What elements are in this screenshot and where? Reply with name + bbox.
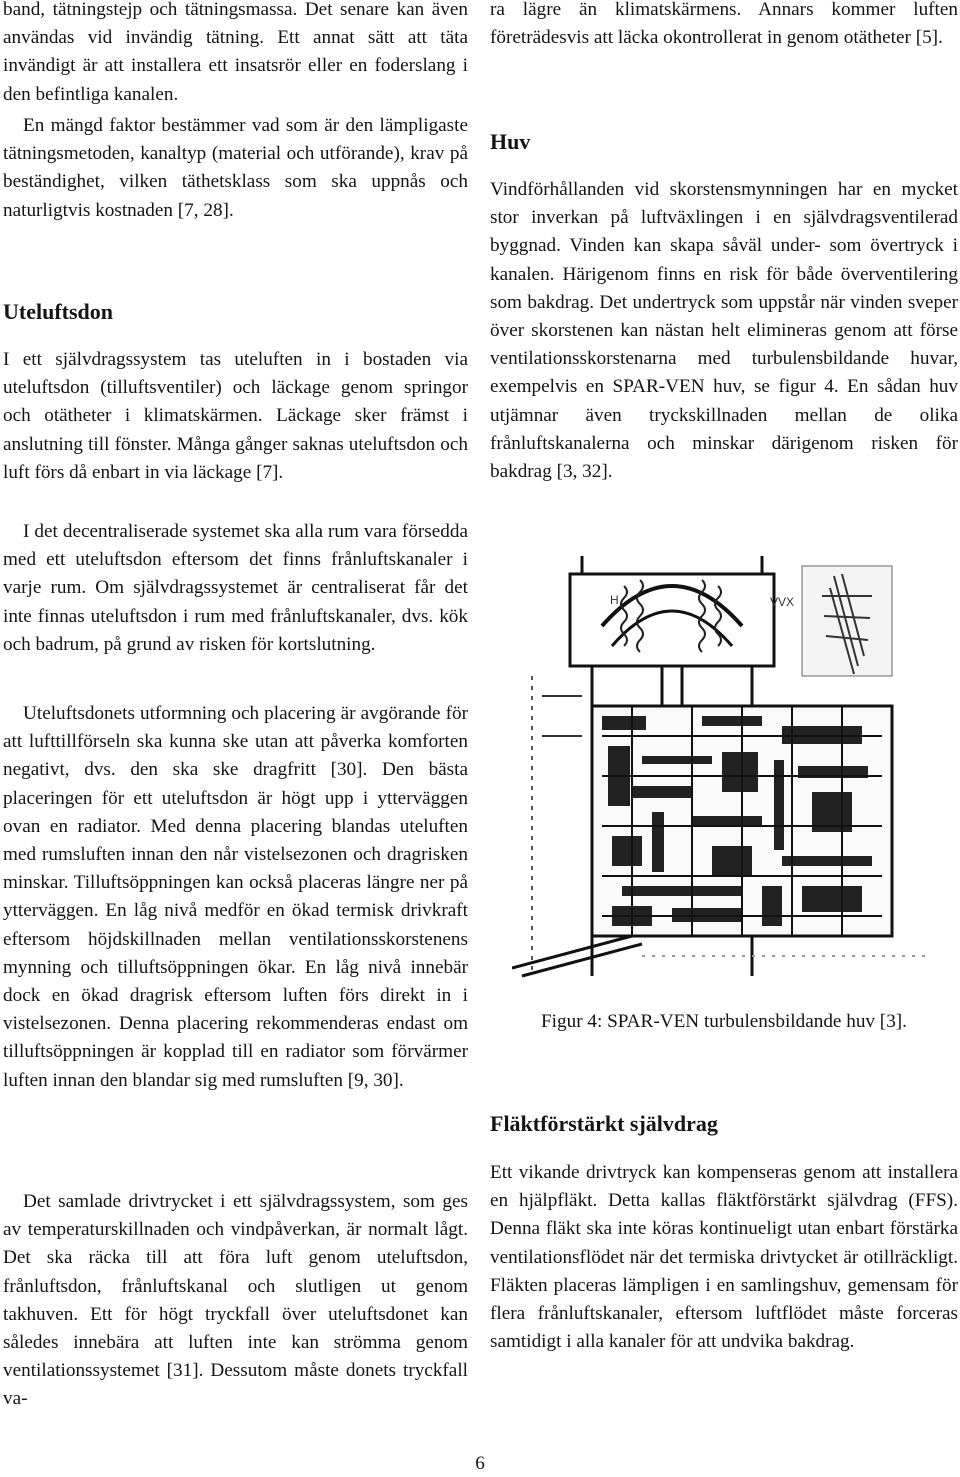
paragraph-ffs: Ett vikande drivtryck kan kompenseras genom att installera en hjälpfläkt. Detta kallas fläktförstärkt självdrag (FFS). Denna fläkt ska inte köras kontinueligt utan enbart förstärka ventilationsflödet när det termiska drivtycket är otillräckligt. Fläkten placeras lämpligen i en samlingshuv, gemensam för flera frånluftskanaler, eftersom luftflödet måste forceras samtidigt i alla kanaler för att undvika bakdrag. — [490, 1162, 958, 1353]
figure-label-h: H — [610, 593, 619, 607]
paragraph-decentralized: I det decentraliserade systemet ska alla rum vara försedda med ett uteluftsdon eftersom det finns frånluftskanaler i varje rum. Om självdragssystemet är centraliserat får det inte finnas uteluftsdon i rum med frånluftskanaler, dvs. kök och badrum, på grund av risken för kortslutning. — [3, 521, 468, 655]
paragraph-drive-pressure: Det samlade drivtrycket i ett självdragssystem, som ges av temperaturskillnaden och vindpåverkan, är normalt lågt. Det ska räcka till att föra luft genom uteluftsdon, frånluftsdon, frånluftskanal och slutligen ut genom takhuven. Ett för högt tryckfall över uteluftsdonet kan således innebära att luften inte kan strömma genom ventilationssystemet [31]. Dessutom måste donets tryckfall va- — [3, 1191, 468, 1410]
spar-ven-cowl-drawing — [512, 556, 942, 980]
paragraph-placement: Uteluftsdonets utformning och placering är avgörande för att lufttillförseln ska kunna ske utan att påverka komforten negativt, dvs. den ska ske dragfritt [30]. Den bästa placeringen för ett uteluftsdon är högt upp i ytterväggen ovan en radiator. Med denna placering blandas uteluften med rumsluften innan den når vistelsezonen och dragrisken minskar. Tilluftsöppningen kan också placeras längre ner på ytterväggen. En låg nivå medför en ökad termisk drivkraft eftersom höjdskillnaden mellan ventilationsskorstenens mynning och tilluftsöppningen ökar. En låg nivå innebär dock en ökad dragrisk eftersom luften förs direkt in i vistelsezonen. Denna placering rekommenderas endast om tilluftsöppningen är kopplad till en radiator som förvärmer luften innan den blandar sig med rumsluften [9, 30]. — [3, 703, 468, 1091]
figure-label-vvx: VVX — [770, 595, 795, 609]
figure-caption: Figur 4: SPAR-VEN turbulensbildande huv [3]. — [541, 1011, 907, 1032]
paragraph-self-draft-intake: I ett självdragssystem tas uteluften in i bostaden via uteluftsdon (tilluftsventiler) och läckage genom springor och otätheter i klimatskärmen. Läckage sker främst i anslutning till fönster. Många gånger saknas uteluftsdon och luft förs då enbart in via läckage [7]. — [3, 349, 468, 483]
section-heading-ffs: Fläktförstärkt självdrag — [490, 1111, 718, 1136]
figure-spar-ven-cowl — [512, 556, 942, 980]
paragraph-continued: band, tätningstejp och tätningsmassa. Det senare kan även användas vid invändig tätning. Ett annat sätt att täta invändigt är att installera ett insatsrör eller en foderslang i den befintliga kanalen. — [3, 0, 468, 105]
paragraph-continued-right: ra lägre än klimatskärmens. Annars kommer luften företrädesvis att läcka okontrollerat in genom otätheter [5]. — [490, 0, 958, 49]
section-heading-huv: Huv — [490, 129, 531, 154]
paragraph-huv: Vindförhållanden vid skorstensmynningen har en mycket stor inverkan på luftväxlingen i en självdragsventilerad byggnad. Vinden kan skapa såväl under- som övertryck i kanalen. Härigenom finns en risk för både överventilering som bakdrag. Det undertryck som uppstår när vinden sveper över skorstenen kan nästan helt elimineras genom att förse ventilationsskorstenarna med turbulensbildande huvar, exempelvis en SPAR-VEN huv, se figur 4. En sådan huv utjämnar även tryckskillnaden mellan de olika frånluftskanalerna och minskar därigenom risken för bakdrag [3, 32]. — [490, 179, 958, 483]
page-number: 6 — [475, 1453, 485, 1474]
paragraph-sealing-method: En mängd faktor bestämmer vad som är den lämpligaste tätningsmetoden, kanaltyp (material och utförande), krav på beständighet, vilken täthetsklass som ska uppnås och naturligtvis kostnaden [7, 28]. — [3, 115, 468, 221]
section-heading-uteluftsdon: Uteluftsdon — [3, 299, 114, 324]
